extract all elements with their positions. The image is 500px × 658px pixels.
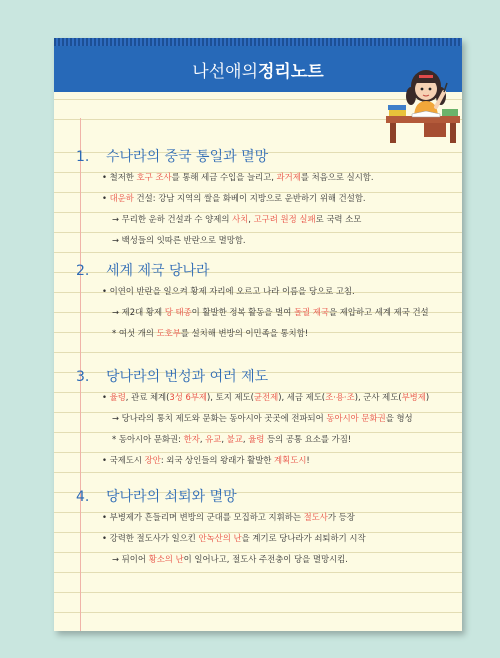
highlighted-term: 돌궐 제국 [293, 307, 329, 317]
note-line [112, 433, 351, 445]
bullet-dot-icon: • [102, 455, 110, 465]
line-text: 을 형성 [385, 413, 413, 423]
line-text: 를 통해 세금 수입을 늘리고, [171, 172, 277, 182]
highlighted-term: 고구려 원정 실패 [253, 214, 316, 224]
arrow-line [112, 306, 429, 318]
highlighted-term: 균전제 [253, 392, 279, 402]
highlighted-term: 장안 [144, 455, 161, 465]
bullet-line [102, 192, 366, 204]
section-title-text: 세계 제국 당나라 [106, 263, 210, 279]
line-text: ), 군사 제도( [354, 392, 402, 402]
arrow-line [112, 234, 246, 246]
header-title-plain: 나선애의 [192, 61, 258, 82]
notebook-binding [54, 38, 462, 46]
highlighted-term: 율령 [248, 434, 265, 444]
line-text: 을 제압하고 세계 제국 건설 [328, 307, 429, 317]
line-text: 이연이 반란을 일으켜 황제 자리에 오르고 나라 이름을 당으로 고침. [109, 286, 355, 296]
line-text: 를 설치해 변방의 이민족을 통치함! [180, 328, 309, 338]
line-text: , [199, 434, 206, 444]
section-number: 2. [76, 263, 90, 279]
arrow-line [112, 213, 361, 225]
note-line [112, 327, 308, 339]
line-text: 가 등장 [327, 512, 355, 522]
highlighted-term: 불교 [226, 434, 243, 444]
highlighted-term: 도호부 [156, 328, 181, 338]
section-title-text: 수나라의 중국 통일과 멸망 [106, 149, 269, 165]
highlighted-term: 대운하 [109, 193, 134, 203]
line-text: → 당나라의 통치 제도와 문화는 동아시아 곳곳에 전파되어 [112, 413, 327, 423]
bullet-line [102, 391, 429, 403]
highlighted-term: 당 태종 [164, 307, 192, 317]
bullet-line [102, 511, 355, 523]
section-title [76, 146, 268, 166]
line-text: 철저한 [109, 172, 137, 182]
section-title-text: 당나라의 쇠퇴와 멸망 [106, 489, 237, 505]
highlighted-term: 과거제 [276, 172, 301, 182]
section-title [76, 486, 237, 506]
line-text: 이 활발한 정복 활동을 벌여 [191, 307, 294, 317]
highlighted-term: 조·용·조 [325, 392, 355, 402]
bullet-dot-icon: • [102, 392, 110, 402]
highlighted-term: 계획도시 [274, 455, 307, 465]
line-text: * 동아시아 문화권: [112, 434, 184, 444]
section-number: 4. [76, 489, 90, 505]
line-text: → 제2대 황제 [112, 307, 165, 317]
section-number: 3. [76, 369, 90, 385]
line-text: , 관료 체계( [125, 392, 170, 402]
line-text: , [221, 434, 227, 444]
line-text: 강력한 절도사가 일으킨 [109, 533, 199, 543]
highlighted-term: 황소의 난 [148, 554, 184, 564]
highlighted-term: 율령 [109, 392, 126, 402]
bullet-line [102, 532, 366, 544]
highlighted-term: 유교 [205, 434, 222, 444]
line-text: 를 처음으로 실시함. [300, 172, 374, 182]
line-text: 로 국력 소모 [315, 214, 362, 224]
bullet-dot-icon: • [102, 172, 110, 182]
line-text: ), 토지 제도( [207, 392, 254, 402]
header-title-bold: 정리노트 [258, 61, 324, 82]
highlighted-term: 호구 조사 [136, 172, 172, 182]
line-text: → 뒤이어 [112, 554, 149, 564]
line-text: * 여섯 개의 [112, 328, 157, 338]
bullet-line [102, 285, 355, 297]
line-text: , [242, 434, 249, 444]
arrow-line [112, 553, 348, 565]
line-text: , [248, 214, 254, 224]
section-title-text: 당나라의 번성과 여러 제도 [106, 369, 269, 385]
line-text: 이 일어나고, 절도사 주전충이 당을 멸망시킴. [183, 554, 348, 564]
bullet-line [102, 454, 310, 466]
line-text: 을 계기로 당나라가 쇠퇴하기 시작 [241, 533, 366, 543]
highlighted-term: 동아시아 문화권 [326, 413, 386, 423]
line-text: : 외국 상인들의 왕래가 활발한 [160, 455, 275, 465]
bullet-dot-icon: • [102, 512, 110, 522]
line-text: ) [425, 392, 430, 402]
line-text: 등의 공통 요소를 가짐! [264, 434, 352, 444]
highlighted-term: 절도사 [303, 512, 328, 522]
line-text: 건설: 강남 지역의 쌀을 화베이 지방으로 운반하기 위해 건설함. [133, 193, 366, 203]
section-title [76, 260, 210, 280]
highlighted-term: 안녹산의 난 [198, 533, 242, 543]
line-text: ! [306, 455, 310, 465]
section-number: 1. [76, 149, 90, 165]
line-text: → 무리한 운하 건설과 수 양제의 [112, 214, 233, 224]
bullet-dot-icon: • [102, 533, 110, 543]
bullet-line [102, 171, 374, 183]
note-paper [54, 38, 462, 631]
bullet-dot-icon: • [102, 286, 110, 296]
highlighted-term: 사치 [232, 214, 249, 224]
line-text: 부병제가 흔들리며 변방의 군대를 모집하고 지휘하는 [109, 512, 304, 522]
bullet-dot-icon: • [102, 193, 110, 203]
highlighted-term: 3성 6부제 [169, 392, 208, 402]
student-at-desk-illustration [384, 62, 462, 144]
line-text: ), 세금 제도( [278, 392, 326, 402]
highlighted-term: 한자 [183, 434, 200, 444]
line-text: 국제도시 [109, 455, 145, 465]
highlighted-term: 부병제 [401, 392, 426, 402]
section-title [76, 366, 268, 386]
arrow-line [112, 412, 413, 424]
line-text: → 백성들의 잇따른 반란으로 멸망함. [112, 235, 246, 245]
